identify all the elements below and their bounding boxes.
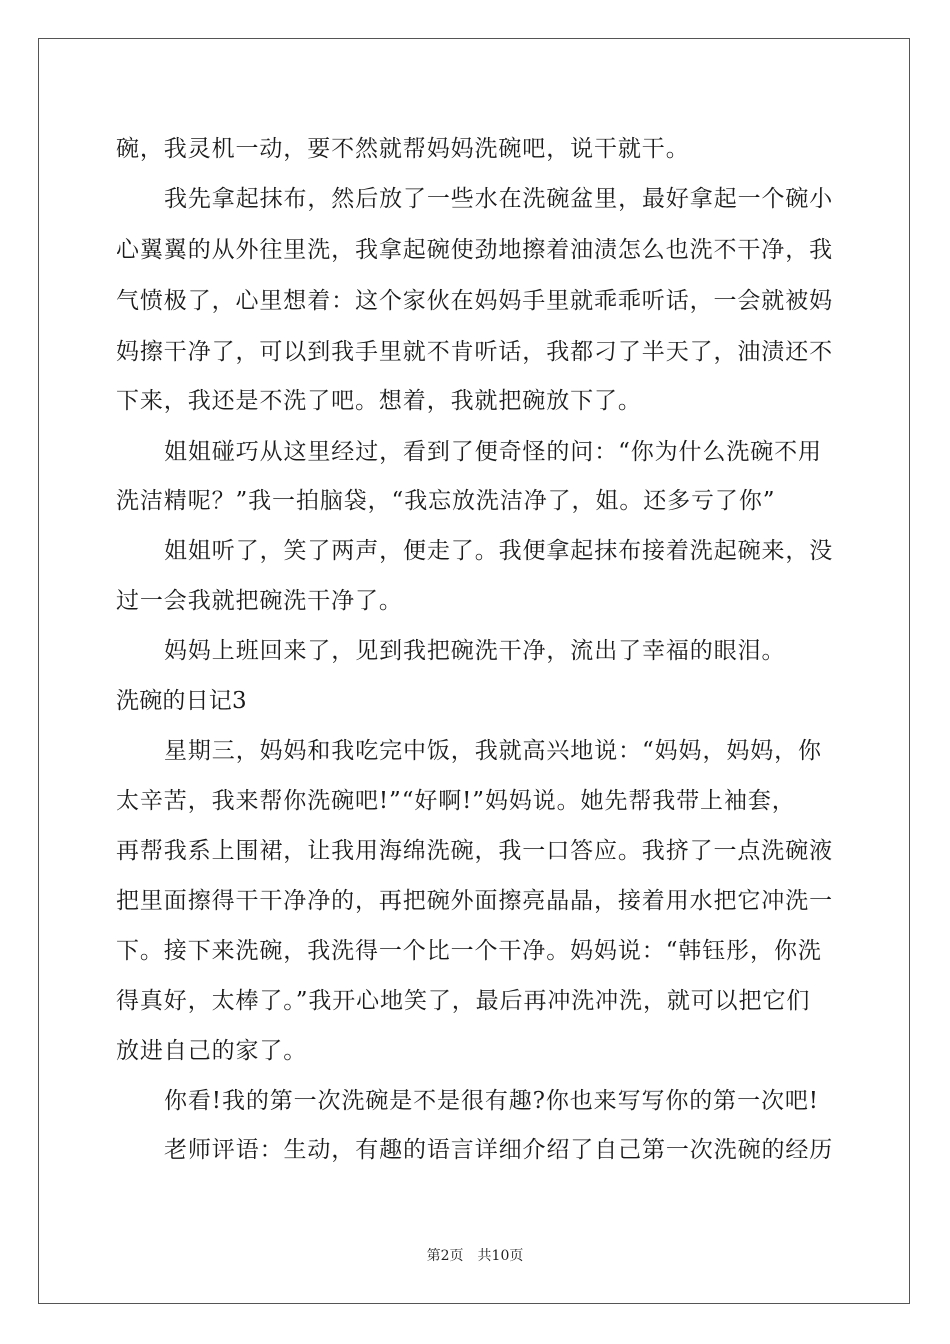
text-line: 下。接下来洗碗，我洗得一个比一个干净。妈妈说：“韩钰彤，你洗 [116,938,822,964]
text-line: 姐姐听了，笑了两声，便走了。我便拿起抹布接着洗起碗来，没 [164,538,834,564]
text-line: 太辛苦，我来帮你洗碗吧!”“好啊!”妈妈说。她先帮我带上袖套， [116,788,796,814]
text-line: 老师评语：生动，有趣的语言详细介绍了自己第一次洗碗的经历 [164,1137,834,1163]
text-line: 把里面擦得干干净净的，再把碗外面擦亮晶晶，接着用水把它冲洗一 [116,888,833,914]
text-line: 星期三，妈妈和我吃完中饭，我就高兴地说：“妈妈，妈妈，你 [164,738,822,764]
text-line: 再帮我系上围裙，让我用海绵洗碗，我一口答应。我挤了一点洗碗液 [116,838,833,864]
text-line: 得真好，太棒了。”我开心地笑了，最后再冲洗冲洗，就可以把它们 [116,988,811,1014]
text-line: 下来，我还是不洗了吧。想着，我就把碗放下了。 [116,388,642,414]
text-line: 我先拿起抹布，然后放了一些水在洗碗盆里，最好拿起一个碗小 [164,186,834,212]
text-line: 妈妈上班回来了，见到我把碗洗干净，流出了幸福的眼泪。 [164,638,786,664]
section-heading: 洗碗的日记3 [116,688,247,714]
text-line: 你看!我的第一次洗碗是不是很有趣?你也来写写你的第一次吧! [164,1088,819,1114]
text-line: 碗，我灵机一动，要不然就帮妈妈洗碗吧，说干就干。 [116,136,690,162]
text-line: 气愤极了，心里想着：这个家伙在妈妈手里就乖乖听话，一会就被妈 [116,288,833,314]
text-line: 妈擦干净了，可以到我手里就不肯听话，我都刁了半天了，油渍还不 [116,339,833,365]
text-line: 洗洁精呢？”我一拍脑袋，“我忘放洗洁净了，姐。还多亏了你” [116,488,776,514]
text-line: 过一会我就把碗洗干净了。 [116,588,403,614]
text-line: 放进自己的家了。 [116,1038,308,1064]
text-line: 姐姐碰巧从这里经过，看到了便奇怪的问：“你为什么洗碗不用 [164,439,822,465]
page-footer: 第2页 共10页 [426,1248,524,1264]
text-line: 心翼翼的从外往里洗，我拿起碗使劲地擦着油渍怎么也洗不干净，我 [116,237,833,263]
